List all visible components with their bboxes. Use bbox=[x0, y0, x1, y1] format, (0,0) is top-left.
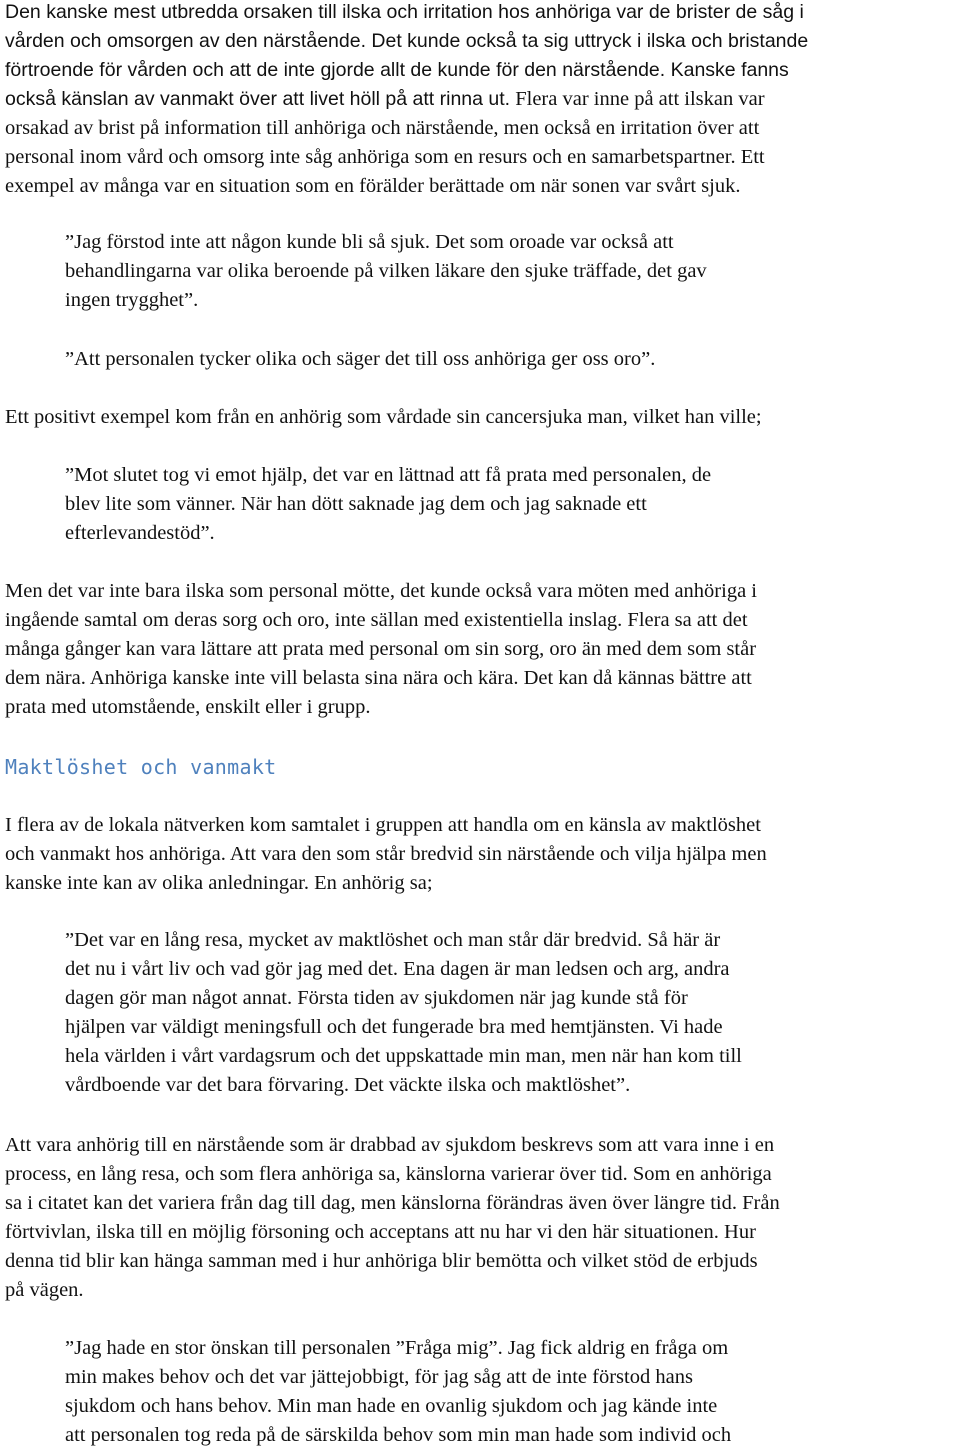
text-line: orsakad av brist på information till anhöriga och närstående, men också en irritation över att bbox=[5, 117, 760, 139]
text-line: prata med utomstående, enskilt eller i grupp. bbox=[5, 696, 371, 718]
text-fragment: Flera var inne på att ilskan var bbox=[510, 88, 765, 110]
text-line: kanske inte kan av olika anledningar. En anhörig sa; bbox=[5, 872, 433, 894]
text-line: sa i citatet kan det variera från dag till dag, men känslorna förändras även över längre tid. Från bbox=[5, 1192, 780, 1214]
text-line: hjälpen var väldigt meningsfull och det fungerade bra med hemtjänsten. Vi hade bbox=[65, 1016, 723, 1038]
text-line bbox=[5, 85, 957, 114]
quote-block bbox=[65, 345, 945, 374]
paragraph-conversations bbox=[5, 577, 957, 722]
text-line: ingen trygghet”. bbox=[65, 289, 199, 311]
text-line: ”Jag förstod inte att någon kunde bli så sjuk. Det som oroade var också att bbox=[65, 231, 674, 253]
text-line: efterlevandestöd”. bbox=[65, 522, 215, 544]
text-line: och vanmakt hos anhöriga. Att vara den som står bredvid sin närstående och vilja hjälpa men bbox=[5, 843, 767, 865]
text-line: dem nära. Anhöriga kanske inte vill belasta sina nära och kära. Det kan då kännas bättre att bbox=[5, 667, 752, 689]
text-line: vårdboende var det bara förvaring. Det väckte ilska och maktlöshet”. bbox=[65, 1074, 631, 1096]
text-line: denna tid blir kan hänga samman med i hur anhöriga blir bemötta och vilket stöd de erbjuds bbox=[5, 1250, 758, 1272]
quote-block bbox=[65, 461, 945, 548]
text-line: på vägen. bbox=[5, 1279, 84, 1301]
text-line: ingående samtal om deras sorg och oro, inte sällan med existentiella inslag. Flera sa att det bbox=[5, 609, 748, 631]
text-line: min makes behov och det var jättejobbigt, för jag såg att de inte förstod hans bbox=[65, 1366, 693, 1388]
paragraph-process bbox=[5, 1131, 957, 1305]
text-fragment: också känslan av vanmakt över att livet höll på att rinna ut. bbox=[5, 88, 511, 110]
paragraph-powerlessness bbox=[5, 811, 957, 898]
text-line: att personalen tog reda på de särskilda behov som min man hade som individ och bbox=[65, 1424, 732, 1446]
section-heading: Maktlöshet och vanmakt bbox=[5, 755, 277, 779]
text-line: blev lite som vänner. När han dött saknade jag dem och jag saknade ett bbox=[65, 493, 647, 515]
text-line: Den kanske mest utbredda orsaken till ilska och irritation hos anhöriga var de brister de såg i bbox=[5, 1, 804, 23]
text-line: process, en lång resa, och som flera anhöriga sa, känslorna varierar över tid. Som en anhöriga bbox=[5, 1163, 772, 1185]
quote-block bbox=[65, 1334, 945, 1450]
quote-block bbox=[65, 228, 945, 315]
text-line: I flera av de lokala nätverken kom samtalet i gruppen att handla om en känsla av maktlöshet bbox=[5, 814, 761, 836]
paragraph-positive-example bbox=[5, 403, 957, 432]
text-line: förtroende för vården och att de inte gjorde allt de kunde för den närstående. Kanske fanns bbox=[5, 59, 789, 81]
text-line: hela världen i vårt vardagsrum och det uppskattade min man, men när han kom till bbox=[65, 1045, 742, 1067]
text-line: Ett positivt exempel kom från en anhörig som vårdade sin cancersjuka man, vilket han ville; bbox=[5, 406, 762, 428]
text-line: Att vara anhörig till en närstående som är drabbad av sjukdom beskrevs som att vara inne i en bbox=[5, 1134, 775, 1156]
text-line: vården och omsorgen av den närstående. Det kunde också ta sig uttryck i ilska och bristande bbox=[5, 30, 809, 52]
text-line: dagen gör man något annat. Första tiden av sjukdomen när jag kunde stå för bbox=[65, 987, 688, 1009]
text-line: exempel av många var en situation som en förälder berättade om när sonen var svårt sjuk. bbox=[5, 175, 741, 197]
text-line: ”Mot slutet tog vi emot hjälp, det var en lättnad att få prata med personalen, de bbox=[65, 464, 712, 486]
text-line: det nu i vårt liv och vad gör jag med det. Ena dagen är man ledsen och arg, andra bbox=[65, 958, 730, 980]
text-line: behandlingarna var olika beroende på vilken läkare den sjuke träffade, det gav bbox=[65, 260, 707, 282]
text-line: ”Det var en lång resa, mycket av maktlöshet och man står där bredvid. Så här är bbox=[65, 929, 721, 951]
text-line: Men det var inte bara ilska som personal mötte, det kunde också vara möten med anhöriga i bbox=[5, 580, 758, 602]
text-line: ”Jag hade en stor önskan till personalen ”Fråga mig”. Jag fick aldrig en fråga om bbox=[65, 1337, 729, 1359]
text-line: ”Att personalen tycker olika och säger det till oss anhöriga ger oss oro”. bbox=[65, 348, 656, 370]
text-line: många gånger kan vara lättare att prata med personal om sin sorg, oro än med dem som står bbox=[5, 638, 757, 660]
text-line: förtvivlan, ilska till en möjlig försoning och acceptans att nu har vi den här situationen. Hur bbox=[5, 1221, 756, 1243]
paragraph-anger-causes bbox=[5, 0, 957, 201]
text-line: personal inom vård och omsorg inte såg anhöriga som en resurs och en samarbetspartner. Ett bbox=[5, 146, 765, 168]
quote-block bbox=[65, 926, 945, 1100]
text-line: sjukdom och hans behov. Min man hade en ovanlig sjukdom och jag kände inte bbox=[65, 1395, 718, 1417]
